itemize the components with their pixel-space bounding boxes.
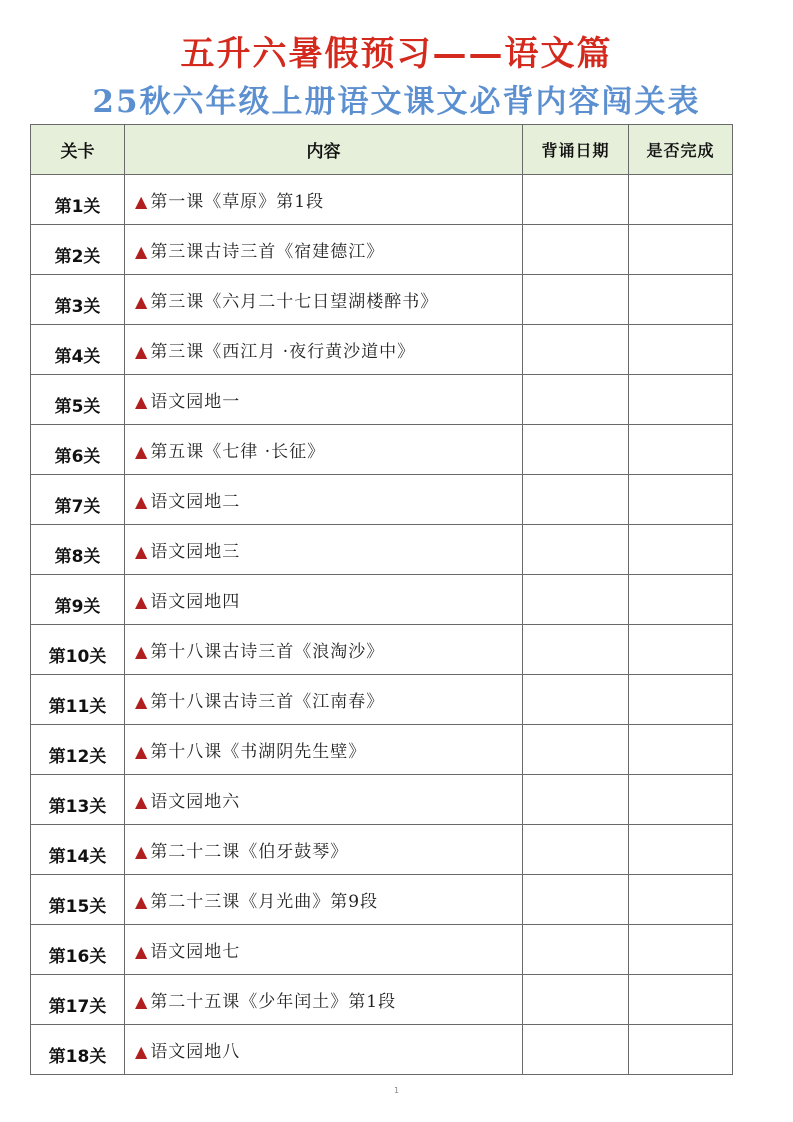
table-row [31,875,733,925]
content-cell [125,175,523,225]
content-cell [125,775,523,825]
level-cell: 第7关 [31,475,125,525]
content-cell [125,275,523,325]
content-text: 语文园地六 [150,792,241,812]
triangle-marker-icon: ▲ [135,1042,149,1061]
date-cell[interactable] [523,625,629,675]
date-cell[interactable] [523,925,629,975]
content-cell [125,725,523,775]
header-level: 关卡 [31,125,125,175]
done-cell[interactable] [629,775,733,825]
triangle-marker-icon: ▲ [135,392,149,411]
table-row [31,925,733,975]
table-row [31,525,733,575]
table-row [31,775,733,825]
date-cell[interactable] [523,275,629,325]
triangle-marker-icon: ▲ [135,542,149,561]
triangle-marker-icon: ▲ [135,592,149,611]
level-cell: 第11关 [31,675,125,725]
content-text: 第三课《西江月 ·夜行黄沙道中》 [150,342,416,362]
table-row [31,475,733,525]
level-cell: 第2关 [31,225,125,275]
table-row [31,825,733,875]
done-cell[interactable] [629,375,733,425]
level-cell: 第9关 [31,575,125,625]
done-cell[interactable] [629,975,733,1025]
triangle-marker-icon: ▲ [135,192,149,211]
page-number: 1 [393,1086,400,1095]
table-row [31,375,733,425]
content-cell [125,425,523,475]
date-cell[interactable] [523,375,629,425]
checklist-table [30,124,733,1075]
content-cell [125,1025,523,1075]
done-cell[interactable] [629,525,733,575]
table-row [31,275,733,325]
content-cell [125,625,523,675]
level-cell: 第10关 [31,625,125,675]
table-row [31,625,733,675]
triangle-marker-icon: ▲ [135,242,149,261]
done-cell[interactable] [629,225,733,275]
content-text: 第十八课《书湖阴先生壁》 [150,742,367,762]
table-header-row [31,125,733,175]
content-text: 第三课古诗三首《宿建德江》 [150,242,385,262]
date-cell[interactable] [523,975,629,1025]
content-text: 语文园地三 [150,542,241,562]
content-cell [125,225,523,275]
content-cell [125,575,523,625]
done-cell[interactable] [629,275,733,325]
table-row [31,225,733,275]
content-cell [125,825,523,875]
done-cell[interactable] [629,875,733,925]
triangle-marker-icon: ▲ [135,492,149,511]
level-cell: 第4关 [31,325,125,375]
triangle-marker-icon: ▲ [135,992,149,1011]
date-cell[interactable] [523,875,629,925]
date-cell[interactable] [523,1025,629,1075]
done-cell[interactable] [629,425,733,475]
header-date: 背诵日期 [523,125,629,175]
done-cell[interactable] [629,625,733,675]
date-cell[interactable] [523,575,629,625]
done-cell[interactable] [629,725,733,775]
content-text: 第一课《草原》第1段 [150,192,325,212]
done-cell[interactable] [629,175,733,225]
content-cell [125,475,523,525]
level-cell: 第6关 [31,425,125,475]
header-done: 是否完成 [629,125,733,175]
page-subtitle: 25秋六年级上册语文课文必背内容闯关表 [92,84,701,120]
done-cell[interactable] [629,925,733,975]
level-cell: 第18关 [31,1025,125,1075]
content-text: 语文园地四 [150,592,241,612]
level-cell: 第17关 [31,975,125,1025]
table-row [31,725,733,775]
triangle-marker-icon: ▲ [135,692,149,711]
triangle-marker-icon: ▲ [135,942,149,961]
content-text: 第二十三课《月光曲》第9段 [150,892,379,912]
date-cell[interactable] [523,775,629,825]
date-cell[interactable] [523,725,629,775]
content-text: 第十八课古诗三首《浪淘沙》 [150,642,385,662]
triangle-marker-icon: ▲ [135,842,149,861]
date-cell[interactable] [523,325,629,375]
level-cell: 第14关 [31,825,125,875]
table-row [31,675,733,725]
content-text: 第十八课古诗三首《江南春》 [150,692,385,712]
level-cell: 第8关 [31,525,125,575]
content-text: 第二十二课《伯牙鼓琴》 [150,842,349,862]
content-text: 第二十五课《少年闰土》第1段 [150,992,397,1012]
done-cell[interactable] [629,475,733,525]
date-cell[interactable] [523,175,629,225]
level-cell: 第5关 [31,375,125,425]
content-text: 语文园地二 [150,492,241,512]
content-cell [125,875,523,925]
page-title: 五升六暑假预习——语文篇 [180,34,613,74]
table-body [31,175,733,1075]
level-cell: 第15关 [31,875,125,925]
done-cell[interactable] [629,575,733,625]
content-text: 语文园地八 [150,1042,241,1062]
done-cell[interactable] [629,675,733,725]
table-row [31,1025,733,1075]
date-cell[interactable] [523,825,629,875]
table-row [31,975,733,1025]
content-cell [125,525,523,575]
done-cell[interactable] [629,325,733,375]
done-cell[interactable] [629,1025,733,1075]
header-content: 内容 [125,125,523,175]
triangle-marker-icon: ▲ [135,292,149,311]
content-cell [125,325,523,375]
content-cell [125,975,523,1025]
triangle-marker-icon: ▲ [135,342,149,361]
date-cell[interactable] [523,525,629,575]
level-cell: 第12关 [31,725,125,775]
level-cell: 第16关 [31,925,125,975]
content-cell [125,375,523,425]
triangle-marker-icon: ▲ [135,892,149,911]
triangle-marker-icon: ▲ [135,442,149,461]
triangle-marker-icon: ▲ [135,642,149,661]
triangle-marker-icon: ▲ [135,742,149,761]
content-text: 语文园地七 [150,942,241,962]
table-row [31,325,733,375]
content-cell [125,675,523,725]
content-text: 语文园地一 [150,392,241,412]
table-row [31,575,733,625]
level-cell: 第13关 [31,775,125,825]
date-cell[interactable] [523,475,629,525]
content-text: 第三课《六月二十七日望湖楼醉书》 [150,292,439,312]
date-cell[interactable] [523,225,629,275]
content-text: 第五课《七律 ·长征》 [150,442,326,462]
level-cell: 第3关 [31,275,125,325]
content-cell [125,925,523,975]
date-cell[interactable] [523,675,629,725]
done-cell[interactable] [629,825,733,875]
table-row [31,425,733,475]
date-cell[interactable] [523,425,629,475]
level-cell: 第1关 [31,175,125,225]
table-row [31,175,733,225]
triangle-marker-icon: ▲ [135,792,149,811]
